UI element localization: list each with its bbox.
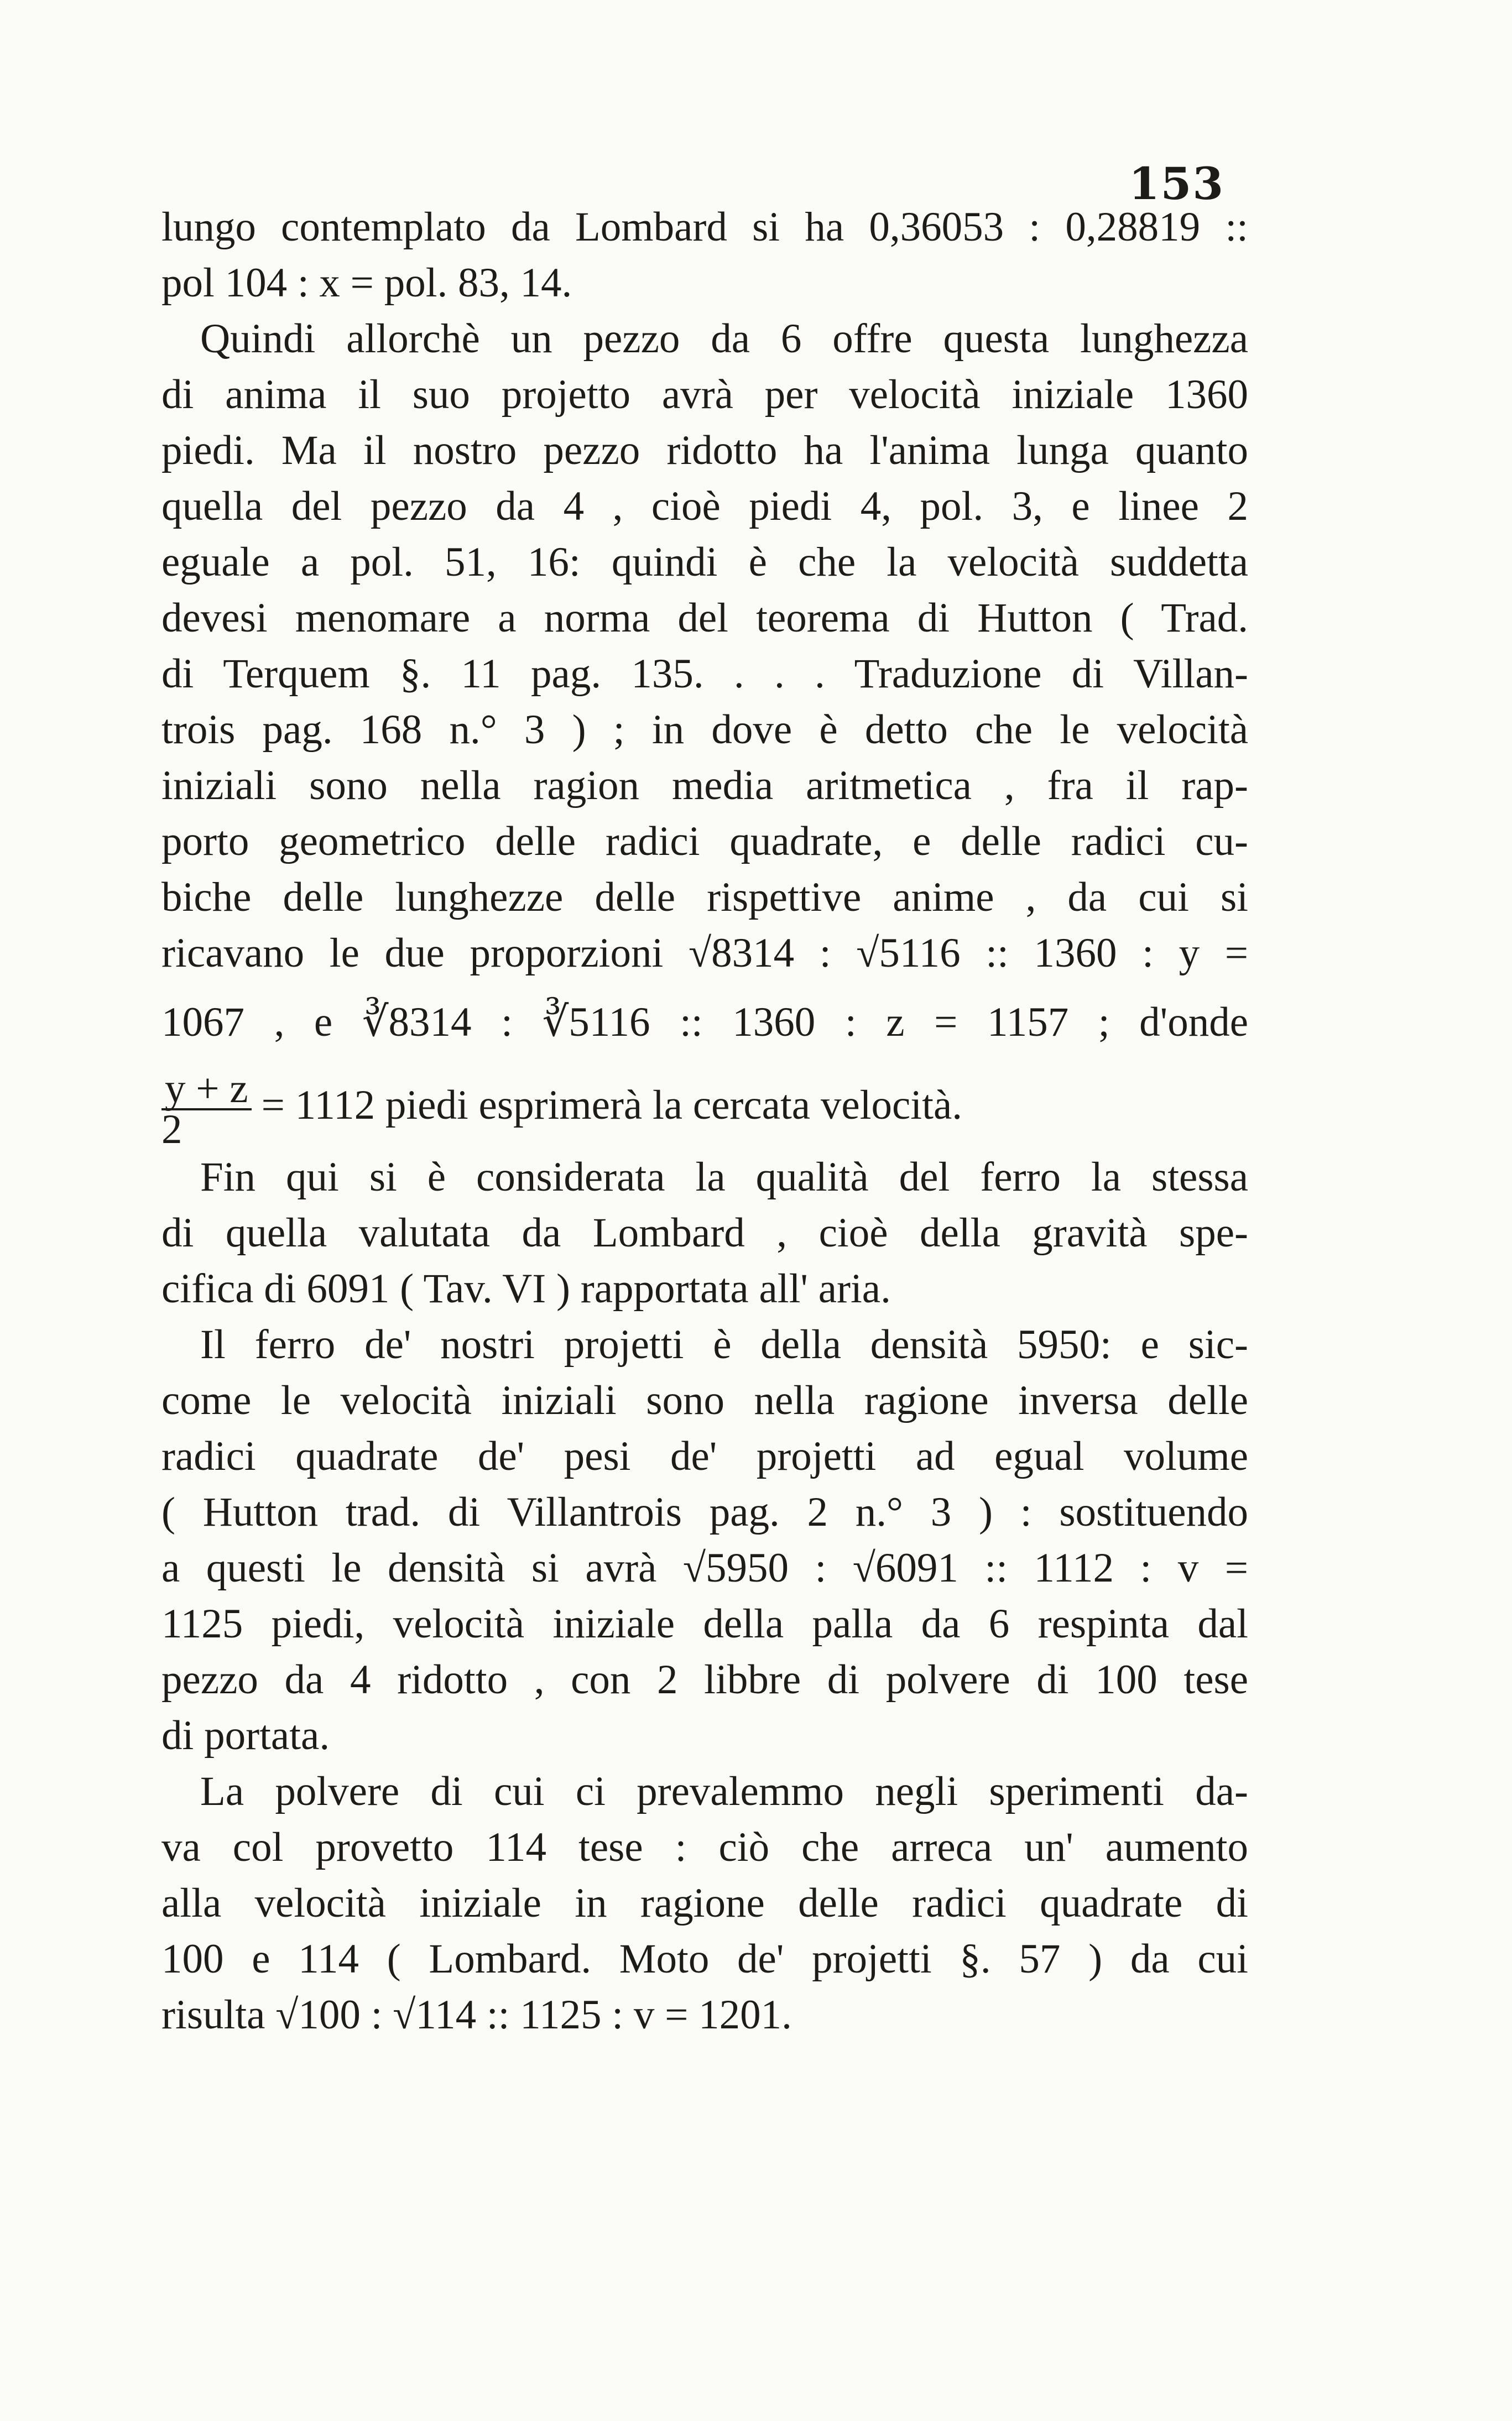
- text-line: va col provetto 114 tese : ciò che arreca un' aumento: [161, 1824, 1248, 1870]
- fraction-rest: = 1112 piedi esprimerà la cercata velocità.: [261, 1082, 962, 1128]
- text-line: di portata.: [161, 1712, 330, 1759]
- text-line: come le velocità iniziali sono nella ragione inversa delle: [161, 1377, 1248, 1423]
- page-number: 153: [1129, 158, 1224, 210]
- text-line: a questi le densità si avrà √5950 : √6091 :: 1112 : v =: [161, 1545, 1248, 1591]
- text-line: quella del pezzo da 4 , cioè piedi 4, pol. 3, e linee 2: [161, 483, 1248, 529]
- text-line: pezzo da 4 ridotto , con 2 libbre di polvere di 100 tese: [161, 1656, 1248, 1703]
- text-line: 1067 , e ∛8314 : ∛5116 :: 1360 : z = 1157 ; d'onde: [161, 999, 1248, 1045]
- text-line: porto geometrico delle radici quadrate, e delle radici cu-: [161, 818, 1248, 864]
- text-line: cifica di 6091 ( Tav. VI ) rapportata all' aria.: [161, 1265, 891, 1312]
- text-line: di quella valutata da Lombard , cioè della gravità spe-: [161, 1209, 1248, 1256]
- text-line: Il ferro de' nostri projetti è della densità 5950: e sic-: [200, 1321, 1248, 1368]
- text-line: La polvere di cui ci prevalemmo negli sperimenti da-: [200, 1768, 1248, 1814]
- text-line: ( Hutton trad. di Villantrois pag. 2 n.° 3 ) : sostituendo: [161, 1489, 1248, 1535]
- text-line: trois pag. 168 n.° 3 ) ; in dove è detto che le velocità: [161, 707, 1248, 753]
- text-line: biche delle lunghezze delle rispettive anime , da cui si: [161, 874, 1248, 920]
- text-line: iniziali sono nella ragion media aritmetica , fra il rap-: [161, 763, 1248, 808]
- text-line: piedi. Ma il nostro pezzo ridotto ha l'anima lunga quanto: [161, 427, 1248, 473]
- body-text: [161, 199, 1248, 2043]
- text-line: di anima il suo projetto avrà per velocità iniziale 1360: [161, 372, 1248, 418]
- text-line: Fin qui si è considerata la qualità del ferro la stessa: [200, 1154, 1248, 1200]
- fraction-numerator: y + z: [161, 1069, 252, 1110]
- text-line: radici quadrate de' pesi de' projetti ad egual volume: [161, 1433, 1248, 1479]
- text-line: di Terquem §. 11 pag. 135. . . . Traduzione di Villan-: [161, 651, 1248, 697]
- text-line: devesi menomare a norma del teorema di Hutton ( Trad.: [161, 595, 1248, 641]
- text-line: pol 104 : x = pol. 83, 14.: [161, 260, 572, 306]
- text-line: 1125 piedi, velocità iniziale della palla da 6 respinta dal: [161, 1600, 1248, 1647]
- fraction: [161, 1065, 252, 1152]
- text-line: eguale a pol. 51, 16: quindi è che la velocità suddetta: [161, 539, 1248, 585]
- fraction-denominator: 2: [161, 1106, 183, 1152]
- text-line: 100 e 114 ( Lombard. Moto de' projetti §. 57 ) da cui: [161, 1935, 1248, 1982]
- text-line: Quindi allorchè un pezzo da 6 offre questa lunghezza: [200, 316, 1248, 362]
- text-line: ricavano le due proporzioni √8314 : √5116 :: 1360 : y =: [161, 930, 1248, 976]
- fraction-line: [161, 1064, 1248, 1152]
- text-line: risulta √100 : √114 :: 1125 : v = 1201.: [161, 1991, 792, 2038]
- text-line: alla velocità iniziale in ragione delle radici quadrate di: [161, 1880, 1248, 1926]
- text-line: lungo contemplato da Lombard si ha 0,36053 : 0,28819 ::: [161, 204, 1248, 250]
